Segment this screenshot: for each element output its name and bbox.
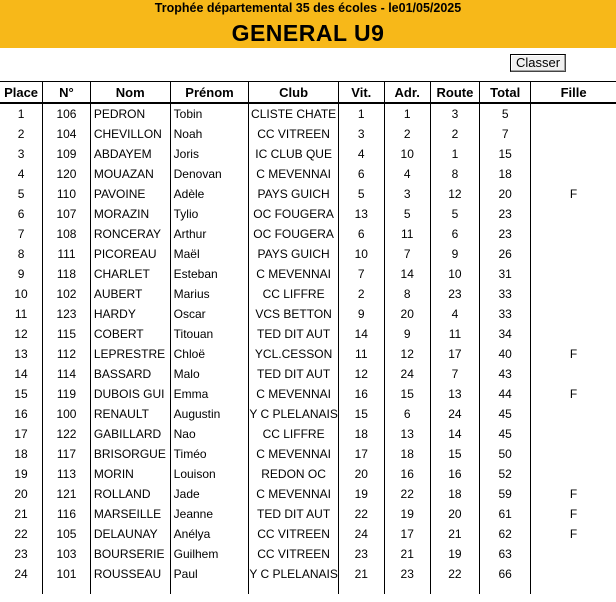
table-row[interactable] (0, 344, 616, 364)
col-header-adresse: Adr. (384, 82, 430, 104)
cell-number: 100 (43, 404, 91, 424)
cell-club: C MEVENNAI (249, 264, 339, 284)
cell-nom: BASSARD (90, 364, 170, 384)
cell-total: 7 (480, 124, 531, 144)
cell-vitesse: 6 (338, 164, 384, 184)
table-row[interactable] (0, 264, 616, 284)
cell-club: CLISTE CHATE (249, 103, 339, 124)
cell-adresse: 6 (384, 404, 430, 424)
cell-fille (531, 103, 616, 124)
cell-club: TED DIT AUT (249, 504, 339, 524)
cell-nom: ROLLAND (90, 484, 170, 504)
cell-fille (531, 564, 616, 584)
cell-nom: DELAUNAY (90, 524, 170, 544)
cell-place: 17 (14, 427, 28, 441)
cell-place: 21 (14, 507, 28, 521)
cell-place: 8 (17, 247, 25, 261)
table-row-empty (0, 584, 616, 594)
cell-vitesse: 9 (338, 304, 384, 324)
cell-total: 63 (480, 544, 531, 564)
cell-place: 13 (14, 347, 28, 361)
cell-vitesse: 11 (338, 344, 384, 364)
cell-nom: MORAZIN (90, 204, 170, 224)
cell-route: 23 (430, 284, 479, 304)
cell-prenom: Titouan (170, 324, 249, 344)
cell-total: 18 (480, 164, 531, 184)
cell-adresse: 10 (384, 144, 430, 164)
cell-route: 19 (430, 544, 479, 564)
cell-route: 4 (430, 304, 479, 324)
cell-nom: PAVOINE (90, 184, 170, 204)
cell-place: 2 (17, 127, 25, 141)
cell-total: 40 (480, 344, 531, 364)
cell-total: 23 (480, 204, 531, 224)
cell-prenom: Esteban (170, 264, 249, 284)
cell-adresse: 15 (384, 384, 430, 404)
cell-route: 9 (430, 244, 479, 264)
table-row[interactable] (0, 324, 616, 344)
cell-number: 106 (43, 103, 91, 124)
cell-fille (531, 424, 616, 444)
cell-prenom: Maël (170, 244, 249, 264)
cell-fille: F (531, 384, 616, 404)
cell-place: 12 (14, 327, 28, 341)
cell-empty (170, 584, 249, 594)
cell-nom: PICOREAU (90, 244, 170, 264)
cell-route: 12 (430, 184, 479, 204)
cell-number: 122 (43, 424, 91, 444)
cell-club: CC VITREEN (249, 124, 339, 144)
cell-total: 23 (480, 224, 531, 244)
cell-empty (43, 584, 91, 594)
cell-adresse: 23 (384, 564, 430, 584)
cell-route: 18 (430, 484, 479, 504)
cell-prenom: Adèle (170, 184, 249, 204)
cell-nom: ROUSSEAU (90, 564, 170, 584)
cell-nom: ABDAYEM (90, 144, 170, 164)
cell-nom: PEDRON (90, 103, 170, 124)
cell-prenom: Anélya (170, 524, 249, 544)
page-title: GENERAL U9 (231, 20, 385, 46)
cell-club: OC FOUGERA (249, 204, 339, 224)
col-header-total: Total (480, 82, 531, 104)
cell-number: 101 (43, 564, 91, 584)
cell-adresse: 8 (384, 284, 430, 304)
cell-vitesse: 13 (338, 204, 384, 224)
cell-vitesse: 23 (338, 544, 384, 564)
col-header-vitesse: Vit. (338, 82, 384, 104)
table-row[interactable] (0, 364, 616, 384)
ranking-table (0, 81, 616, 594)
cell-vitesse: 21 (338, 564, 384, 584)
cell-route: 10 (430, 264, 479, 284)
table-row[interactable] (0, 304, 616, 324)
cell-nom: BRISORGUE (90, 444, 170, 464)
cell-nom: GABILLARD (90, 424, 170, 444)
cell-adresse: 9 (384, 324, 430, 344)
cell-prenom: Malo (170, 364, 249, 384)
cell-adresse: 7 (384, 244, 430, 264)
cell-place: 16 (14, 407, 28, 421)
cell-prenom: Jade (170, 484, 249, 504)
cell-club: YCL.CESSON (249, 344, 339, 364)
table-row[interactable] (0, 204, 616, 224)
table-row[interactable] (0, 244, 616, 264)
cell-adresse: 12 (384, 344, 430, 364)
cell-number: 108 (43, 224, 91, 244)
cell-total: 43 (480, 364, 531, 384)
cell-vitesse: 4 (338, 144, 384, 164)
cell-fille (531, 204, 616, 224)
cell-place: 10 (14, 287, 28, 301)
cell-nom: DUBOIS GUI (90, 384, 170, 404)
cell-club: CC VITREEN (249, 524, 339, 544)
col-header-number: N° (43, 82, 91, 104)
cell-vitesse: 10 (338, 244, 384, 264)
cell-place: 18 (14, 447, 28, 461)
cell-total: 26 (480, 244, 531, 264)
cell-total: 5 (480, 103, 531, 124)
cell-club: CC LIFFRE (249, 284, 339, 304)
col-header-club: Club (249, 82, 339, 104)
cell-fille (531, 224, 616, 244)
cell-total: 44 (480, 384, 531, 404)
cell-total: 62 (480, 524, 531, 544)
cell-total: 15 (480, 144, 531, 164)
cell-adresse: 11 (384, 224, 430, 244)
cell-prenom: Augustin (170, 404, 249, 424)
cell-number: 107 (43, 204, 91, 224)
cell-vitesse: 22 (338, 504, 384, 524)
cell-route: 13 (430, 384, 479, 404)
cell-fille: F (531, 504, 616, 524)
cell-route: 2 (430, 124, 479, 144)
table-row[interactable] (0, 103, 616, 124)
cell-empty (0, 584, 43, 594)
cell-prenom: Joris (170, 144, 249, 164)
cell-prenom: Louison (170, 464, 249, 484)
cell-empty (338, 584, 384, 594)
cell-fille: F (531, 184, 616, 204)
cell-number: 110 (43, 184, 91, 204)
cell-prenom: Arthur (170, 224, 249, 244)
cell-route: 7 (430, 364, 479, 384)
cell-route: 1 (430, 144, 479, 164)
cell-adresse: 17 (384, 524, 430, 544)
cell-adresse: 13 (384, 424, 430, 444)
cell-total: 20 (480, 184, 531, 204)
table-row[interactable] (0, 144, 616, 164)
table-row[interactable] (0, 384, 616, 404)
cell-empty (480, 584, 531, 594)
cell-number: 109 (43, 144, 91, 164)
cell-fille (531, 144, 616, 164)
table-row[interactable] (0, 164, 616, 184)
cell-place: 6 (17, 207, 25, 221)
cell-club: TED DIT AUT (249, 324, 339, 344)
cell-adresse: 18 (384, 444, 430, 464)
cell-prenom: Nao (170, 424, 249, 444)
cell-fille (531, 324, 616, 344)
cell-empty (90, 584, 170, 594)
cell-total: 50 (480, 444, 531, 464)
cell-vitesse: 5 (338, 184, 384, 204)
cell-club: C MEVENNAI (249, 164, 339, 184)
cell-club: IC CLUB QUE (249, 144, 339, 164)
cell-adresse: 2 (384, 124, 430, 144)
cell-fille (531, 304, 616, 324)
cell-route: 3 (430, 103, 479, 124)
cell-place: 14 (14, 367, 28, 381)
cell-adresse: 14 (384, 264, 430, 284)
cell-route: 5 (430, 204, 479, 224)
cell-fille (531, 124, 616, 144)
cell-route: 14 (430, 424, 479, 444)
cell-prenom: Guilhem (170, 544, 249, 564)
cell-club: C MEVENNAI (249, 484, 339, 504)
cell-club: TED DIT AUT (249, 364, 339, 384)
cell-vitesse: 1 (338, 103, 384, 124)
cell-club: C MEVENNAI (249, 384, 339, 404)
cell-empty (531, 584, 616, 594)
cell-fille (531, 364, 616, 384)
cell-fille (531, 164, 616, 184)
table-row[interactable] (0, 424, 616, 444)
cell-vitesse: 16 (338, 384, 384, 404)
cell-total: 45 (480, 424, 531, 444)
table-row[interactable] (0, 524, 616, 544)
cell-vitesse: 20 (338, 464, 384, 484)
cell-adresse: 1 (384, 103, 430, 124)
cell-adresse: 22 (384, 484, 430, 504)
cell-club: Y C PLELANAIS (249, 564, 339, 584)
cell-number: 121 (43, 484, 91, 504)
cell-place: 15 (14, 387, 28, 401)
cell-number: 119 (43, 384, 91, 404)
cell-vitesse: 3 (338, 124, 384, 144)
cell-place: 19 (14, 467, 28, 481)
header-row (0, 82, 616, 104)
cell-total: 66 (480, 564, 531, 584)
cell-nom: RONCERAY (90, 224, 170, 244)
cell-club: CC VITREEN (249, 544, 339, 564)
cell-number: 114 (43, 364, 91, 384)
cell-vitesse: 7 (338, 264, 384, 284)
cell-place: 1 (17, 107, 25, 121)
cell-total: 45 (480, 404, 531, 424)
cell-fille: F (531, 484, 616, 504)
cell-fille (531, 444, 616, 464)
cell-number: 117 (43, 444, 91, 464)
cell-vitesse: 18 (338, 424, 384, 444)
cell-club: REDON OC (249, 464, 339, 484)
table-row[interactable] (0, 124, 616, 144)
cell-number: 116 (43, 504, 91, 524)
cell-number: 112 (43, 344, 91, 364)
cell-place: 23 (14, 547, 28, 561)
cell-club: VCS BETTON (249, 304, 339, 324)
ranking-rows (0, 103, 616, 594)
table-row[interactable] (0, 504, 616, 524)
cell-fille (531, 464, 616, 484)
cell-fille (531, 284, 616, 304)
cell-number: 118 (43, 264, 91, 284)
cell-number: 102 (43, 284, 91, 304)
cell-prenom: Oscar (170, 304, 249, 324)
cell-nom: HARDY (90, 304, 170, 324)
cell-club: OC FOUGERA (249, 224, 339, 244)
cell-prenom: Timéo (170, 444, 249, 464)
cell-vitesse: 12 (338, 364, 384, 384)
cell-place: 4 (17, 167, 25, 181)
cell-nom: CHEVILLON (90, 124, 170, 144)
cell-nom: MARSEILLE (90, 504, 170, 524)
cell-place: 24 (14, 567, 28, 581)
cell-number: 103 (43, 544, 91, 564)
cell-fille (531, 544, 616, 564)
cell-number: 123 (43, 304, 91, 324)
cell-place: 11 (14, 307, 28, 321)
col-header-prenom: Prénom (170, 82, 249, 104)
cell-vitesse: 15 (338, 404, 384, 424)
cell-prenom: Paul (170, 564, 249, 584)
cell-prenom: Denovan (170, 164, 249, 184)
cell-total: 31 (480, 264, 531, 284)
table-row[interactable] (0, 544, 616, 564)
cell-route: 17 (430, 344, 479, 364)
cell-total: 34 (480, 324, 531, 344)
cell-place: 5 (17, 187, 25, 201)
cell-number: 115 (43, 324, 91, 344)
cell-nom: RENAULT (90, 404, 170, 424)
table-row[interactable] (0, 564, 616, 584)
cell-adresse: 4 (384, 164, 430, 184)
table-row[interactable] (0, 444, 616, 464)
cell-nom: BOURSERIE (90, 544, 170, 564)
cell-adresse: 20 (384, 304, 430, 324)
cell-empty (384, 584, 430, 594)
cell-adresse: 21 (384, 544, 430, 564)
cell-number: 120 (43, 164, 91, 184)
cell-route: 11 (430, 324, 479, 344)
cell-nom: CHARLET (90, 264, 170, 284)
table-row[interactable] (0, 284, 616, 304)
cell-fille: F (531, 344, 616, 364)
cell-nom: COBERT (90, 324, 170, 344)
cell-nom: MORIN (90, 464, 170, 484)
cell-vitesse: 6 (338, 224, 384, 244)
cell-total: 52 (480, 464, 531, 484)
cell-number: 111 (43, 244, 91, 264)
cell-vitesse: 17 (338, 444, 384, 464)
title-banner (0, 0, 616, 48)
cell-nom: LEPRESTRE (90, 344, 170, 364)
col-header-place: Place (0, 82, 43, 104)
cell-prenom: Tobin (170, 103, 249, 124)
col-header-fille: Fille (531, 82, 616, 104)
cell-adresse: 3 (384, 184, 430, 204)
cell-nom: MOUAZAN (90, 164, 170, 184)
cell-club: PAYS GUICH (249, 184, 339, 204)
cell-route: 20 (430, 504, 479, 524)
cell-prenom: Jeanne (170, 504, 249, 524)
cell-number: 113 (43, 464, 91, 484)
table-row[interactable] (0, 464, 616, 484)
cell-vitesse: 19 (338, 484, 384, 504)
cell-place: 7 (17, 227, 25, 241)
cell-number: 105 (43, 524, 91, 544)
cell-prenom: Noah (170, 124, 249, 144)
cell-prenom: Emma (170, 384, 249, 404)
classer-button[interactable]: Classer (510, 54, 566, 72)
table-row[interactable] (0, 404, 616, 424)
cell-route: 15 (430, 444, 479, 464)
cell-vitesse: 24 (338, 524, 384, 544)
cell-club: Y C PLELANAIS (249, 404, 339, 424)
cell-empty (430, 584, 479, 594)
cell-place: 20 (14, 487, 28, 501)
cell-vitesse: 14 (338, 324, 384, 344)
cell-fille (531, 404, 616, 424)
cell-place: 9 (17, 267, 25, 281)
col-header-route: Route (430, 82, 479, 104)
table-row[interactable] (0, 484, 616, 504)
event-subtitle: Trophée départemental 35 des écoles - le01/05/2025 (154, 1, 462, 15)
cell-vitesse: 2 (338, 284, 384, 304)
col-header-nom: Nom (90, 82, 170, 104)
cell-adresse: 5 (384, 204, 430, 224)
cell-prenom: Marius (170, 284, 249, 304)
cell-route: 24 (430, 404, 479, 424)
cell-fille (531, 264, 616, 284)
cell-total: 33 (480, 284, 531, 304)
cell-fille (531, 244, 616, 264)
cell-number: 104 (43, 124, 91, 144)
cell-total: 59 (480, 484, 531, 504)
cell-prenom: Tylio (170, 204, 249, 224)
cell-route: 16 (430, 464, 479, 484)
cell-route: 22 (430, 564, 479, 584)
cell-adresse: 24 (384, 364, 430, 384)
cell-club: PAYS GUICH (249, 244, 339, 264)
cell-total: 61 (480, 504, 531, 524)
cell-route: 6 (430, 224, 479, 244)
cell-total: 33 (480, 304, 531, 324)
cell-route: 21 (430, 524, 479, 544)
table-row[interactable] (0, 184, 616, 204)
cell-empty (249, 584, 339, 594)
cell-place: 3 (17, 147, 25, 161)
cell-route: 8 (430, 164, 479, 184)
cell-place: 22 (14, 527, 28, 541)
cell-club: CC LIFFRE (249, 424, 339, 444)
cell-adresse: 16 (384, 464, 430, 484)
cell-nom: AUBERT (90, 284, 170, 304)
cell-adresse: 19 (384, 504, 430, 524)
cell-club: C MEVENNAI (249, 444, 339, 464)
cell-fille: F (531, 524, 616, 544)
cell-prenom: Chloë (170, 344, 249, 364)
table-row[interactable] (0, 224, 616, 244)
